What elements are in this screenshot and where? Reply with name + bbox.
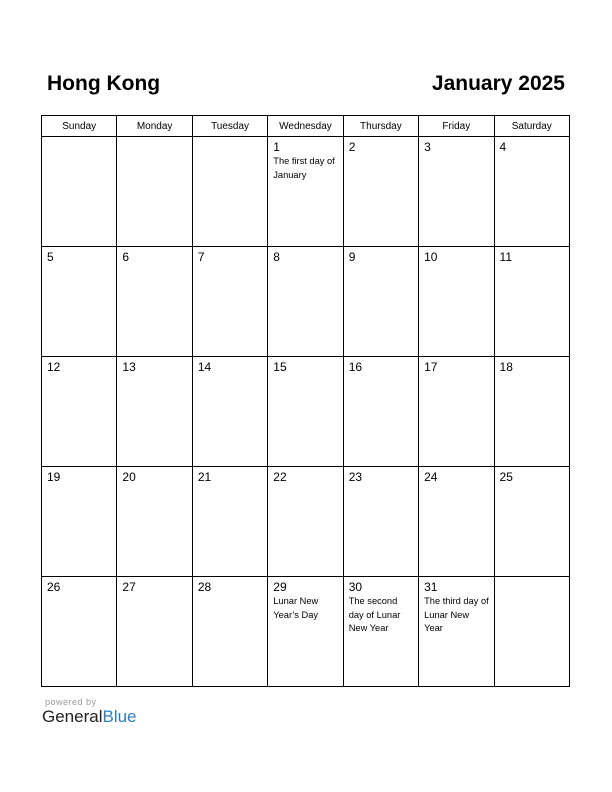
day-event xyxy=(117,374,191,375)
day-event: The first day of January xyxy=(273,156,335,180)
day-event xyxy=(419,154,493,155)
day-cell xyxy=(419,577,494,687)
day-cell xyxy=(192,247,267,357)
day-cell xyxy=(343,577,418,687)
day-cell xyxy=(494,577,569,687)
day-cell xyxy=(268,247,343,357)
day-event xyxy=(117,264,191,265)
day-event: The second day of Lunar New Year xyxy=(348,596,401,633)
weekday-header-tuesday: Tuesday xyxy=(192,116,267,137)
day-event xyxy=(268,374,342,375)
day-cell xyxy=(268,137,343,247)
day-number: 29 xyxy=(273,580,287,594)
day-number: 18 xyxy=(499,360,513,374)
day-number: 12 xyxy=(47,360,61,374)
day-event xyxy=(193,374,267,375)
day-cell xyxy=(419,137,494,247)
day-number: 6 xyxy=(122,250,130,264)
day-cell xyxy=(419,247,494,357)
day-event xyxy=(419,264,493,265)
day-cell xyxy=(192,577,267,687)
day-event xyxy=(419,484,493,485)
week-row xyxy=(42,357,570,467)
day-cell xyxy=(42,467,117,577)
day-event xyxy=(42,374,116,375)
day-event xyxy=(344,484,418,485)
day-cell xyxy=(42,137,117,247)
day-cell xyxy=(117,577,192,687)
day-cell xyxy=(494,247,569,357)
weekday-header-friday: Friday xyxy=(419,116,494,137)
day-number: 1 xyxy=(273,140,280,154)
day-cell xyxy=(494,357,569,467)
day-number: 9 xyxy=(348,250,356,264)
day-cell xyxy=(268,467,343,577)
day-number: 24 xyxy=(424,470,438,484)
day-cell xyxy=(117,467,192,577)
day-number: 2 xyxy=(348,140,356,154)
day-event xyxy=(42,594,116,595)
brand-general-text: General xyxy=(42,707,103,726)
day-number: 27 xyxy=(122,580,136,594)
day-cell xyxy=(343,137,418,247)
day-event xyxy=(193,264,267,265)
day-event xyxy=(268,264,342,265)
day-cell xyxy=(343,247,418,357)
day-cell xyxy=(117,137,192,247)
weekday-header-saturday: Saturday xyxy=(494,116,569,137)
day-cell xyxy=(419,357,494,467)
day-number: 15 xyxy=(273,360,287,374)
day-number: 4 xyxy=(499,140,507,154)
day-event xyxy=(495,154,569,155)
day-number: 8 xyxy=(273,250,280,264)
day-cell xyxy=(192,467,267,577)
day-event xyxy=(495,484,569,485)
day-cell xyxy=(42,577,117,687)
day-number: 19 xyxy=(47,470,61,484)
day-cell xyxy=(343,467,418,577)
weekday-header-sunday: Sunday xyxy=(42,116,117,137)
generalblue-logo[interactable] xyxy=(42,707,137,727)
day-event xyxy=(268,484,342,485)
day-number: 3 xyxy=(424,140,431,154)
weekday-header-row xyxy=(42,116,570,137)
day-cell xyxy=(192,357,267,467)
weekday-header-monday: Monday xyxy=(117,116,192,137)
day-event xyxy=(117,484,191,485)
week-row xyxy=(42,137,570,247)
day-cell xyxy=(192,137,267,247)
day-number: 10 xyxy=(424,250,438,264)
day-event xyxy=(495,580,569,581)
day-event xyxy=(117,594,191,595)
day-number: 16 xyxy=(348,360,363,374)
day-number: 31 xyxy=(424,580,438,594)
weekday-header-thursday: Thursday xyxy=(343,116,418,137)
day-number: 26 xyxy=(47,580,61,594)
day-cell xyxy=(42,357,117,467)
day-cell xyxy=(268,577,343,687)
day-number: 7 xyxy=(197,250,205,264)
day-number: 17 xyxy=(424,360,438,374)
calendar-grid xyxy=(41,115,570,687)
day-number: 5 xyxy=(47,250,54,264)
day-event xyxy=(344,374,418,375)
day-event xyxy=(344,154,418,155)
day-event: The third day of Lunar New Year xyxy=(424,596,489,633)
day-number: 21 xyxy=(197,470,212,484)
day-cell xyxy=(117,247,192,357)
day-event xyxy=(495,264,569,265)
weekday-header-wednesday: Wednesday xyxy=(268,116,343,137)
day-cell xyxy=(268,357,343,467)
day-number: 20 xyxy=(122,470,136,484)
brand-blue-text: Blue xyxy=(102,707,137,726)
day-number: 13 xyxy=(122,360,136,374)
day-event xyxy=(495,374,569,375)
day-cell xyxy=(494,467,569,577)
day-number: 25 xyxy=(499,470,513,484)
month-year-title: January 2025 xyxy=(431,72,565,95)
day-event xyxy=(193,140,267,141)
day-cell xyxy=(42,247,117,357)
powered-by-label: powered by xyxy=(45,697,97,707)
day-number: 11 xyxy=(499,250,512,264)
day-event xyxy=(344,264,418,265)
day-cell xyxy=(419,467,494,577)
day-cell xyxy=(117,357,192,467)
day-event xyxy=(117,140,191,141)
day-event: Lunar New Year’s Day xyxy=(273,596,319,620)
day-event xyxy=(42,140,116,141)
day-event xyxy=(42,264,116,265)
day-cell xyxy=(494,137,569,247)
day-cell xyxy=(343,357,418,467)
day-event xyxy=(193,484,267,485)
week-row xyxy=(42,577,570,687)
day-event xyxy=(193,594,267,595)
country-title: Hong Kong xyxy=(47,72,161,95)
week-row xyxy=(42,467,570,577)
day-event xyxy=(419,374,493,375)
day-number: 30 xyxy=(348,580,363,594)
week-row xyxy=(42,247,570,357)
day-event xyxy=(42,484,116,485)
day-number: 28 xyxy=(197,580,212,594)
day-number: 14 xyxy=(197,360,212,374)
day-number: 23 xyxy=(348,470,363,484)
day-number: 22 xyxy=(273,470,287,484)
